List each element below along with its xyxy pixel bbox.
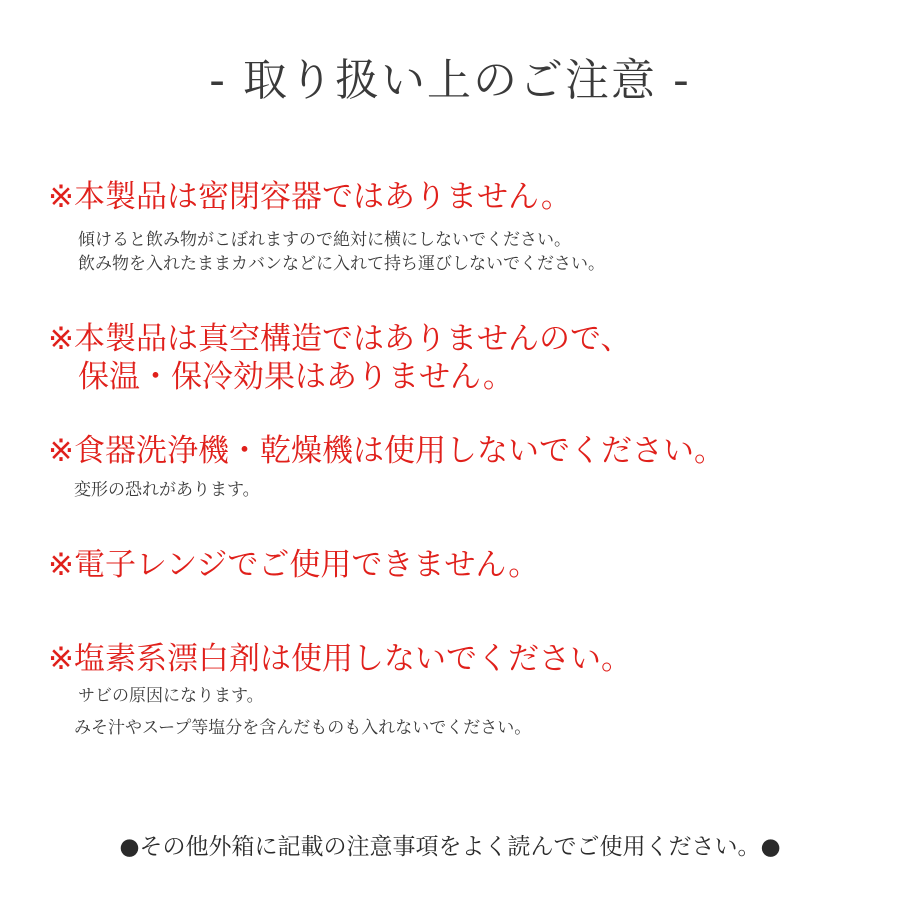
page-title: - 取り扱い上のご注意 - (209, 55, 691, 106)
warning-no-dishwasher: ※食器洗浄機・乾燥機は使用しないでください。 (48, 433, 725, 469)
footer-notice: ●その他外箱に記載の注意事項をよく読んでご使用ください。● (119, 834, 781, 860)
note-deformation: 変形の恐れがあります。 (74, 480, 260, 500)
note-no-salty-liquids: みそ汁やスープ等塩分を含んだものも入れないでください。 (74, 718, 532, 738)
warning-not-vacuum: ※本製品は真空構造ではありませんので、 (48, 321, 632, 357)
warning-not-sealed: ※本製品は密閉容器ではありません。 (48, 179, 572, 215)
warning-no-bleach: ※塩素系漂白剤は使用しないでください。 (48, 641, 632, 677)
warning-no-insulation: 保温・保冷効果はありません。 (78, 359, 514, 395)
note-carry-in-bag: 飲み物を入れたままカバンなどに入れて持ち運びしないでください。 (78, 254, 605, 274)
note-tilt-spill: 傾けると飲み物がこぼれますので絶対に横にしないでください。 (78, 230, 571, 250)
note-rust: サビの原因になります。 (78, 686, 264, 706)
warning-no-microwave: ※電子レンジでご使用できません。 (48, 547, 540, 583)
